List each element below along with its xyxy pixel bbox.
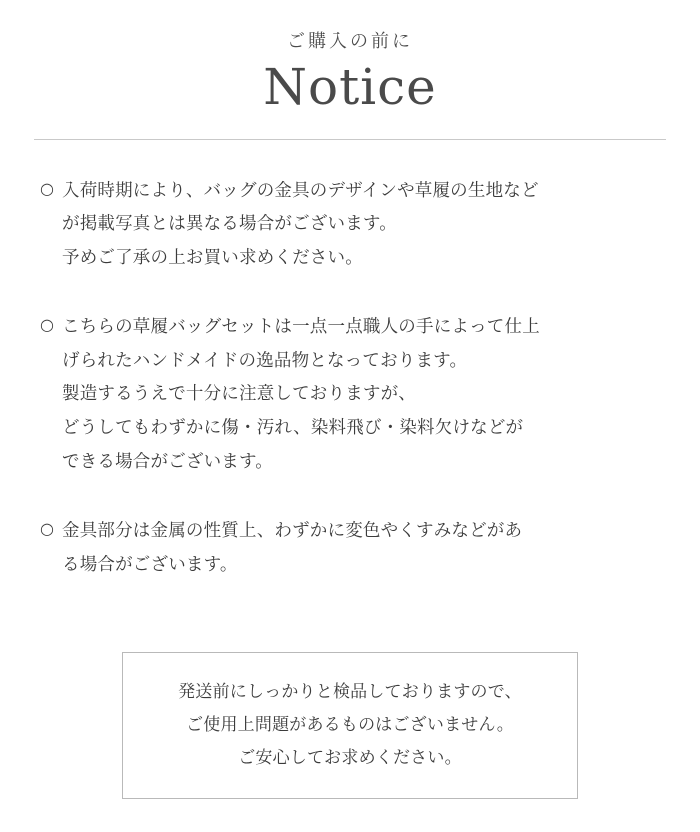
text-line: る場合がございます。 — [62, 553, 238, 574]
circle-bullet-icon: ○ — [40, 178, 54, 198]
text-line: こちらの草履バッグセットは一点一点職人の手によって仕上 — [62, 316, 540, 337]
notice-list — [0, 140, 700, 582]
text-line: どうしてもわずかに傷・汚れ、染料飛び・染料欠けなどが — [62, 417, 524, 438]
footer-note-box — [122, 652, 578, 799]
text-line: 製造するうえで十分に注意しておりますが、 — [62, 383, 416, 404]
text-line: ご安心してお求めください。 — [238, 748, 462, 768]
text-line: 入荷時期により、バッグの金具のデザインや草履の生地など — [62, 179, 539, 200]
footer-note-area — [0, 652, 700, 799]
text-line: 発送前にしっかりと検品しておりますので、 — [178, 682, 522, 701]
list-item — [40, 174, 660, 275]
list-item — [40, 514, 660, 581]
list-item-text — [62, 174, 660, 275]
text-line: ご使用上問題があるものはございません。 — [186, 715, 514, 735]
page-header — [0, 0, 700, 117]
page-title: Notice — [263, 58, 437, 116]
text-line: が掲載写真とは異なる場合がございます。 — [62, 213, 397, 234]
circle-bullet-icon: ○ — [40, 315, 54, 335]
circle-bullet-icon: ○ — [40, 519, 54, 539]
header-subtitle: ご購入の前に — [287, 31, 413, 52]
list-item-text — [62, 310, 660, 478]
list-item — [40, 310, 660, 478]
text-line: 金具部分は金属の性質上、わずかに変色やくすみなどがあ — [62, 520, 523, 541]
text-line: できる場合がございます。 — [62, 450, 273, 471]
list-item-text — [62, 514, 660, 581]
text-line: 予めご了承の上お買い求めください。 — [62, 246, 363, 267]
text-line: げられたハンドメイドの逸品物となっております。 — [62, 349, 468, 370]
